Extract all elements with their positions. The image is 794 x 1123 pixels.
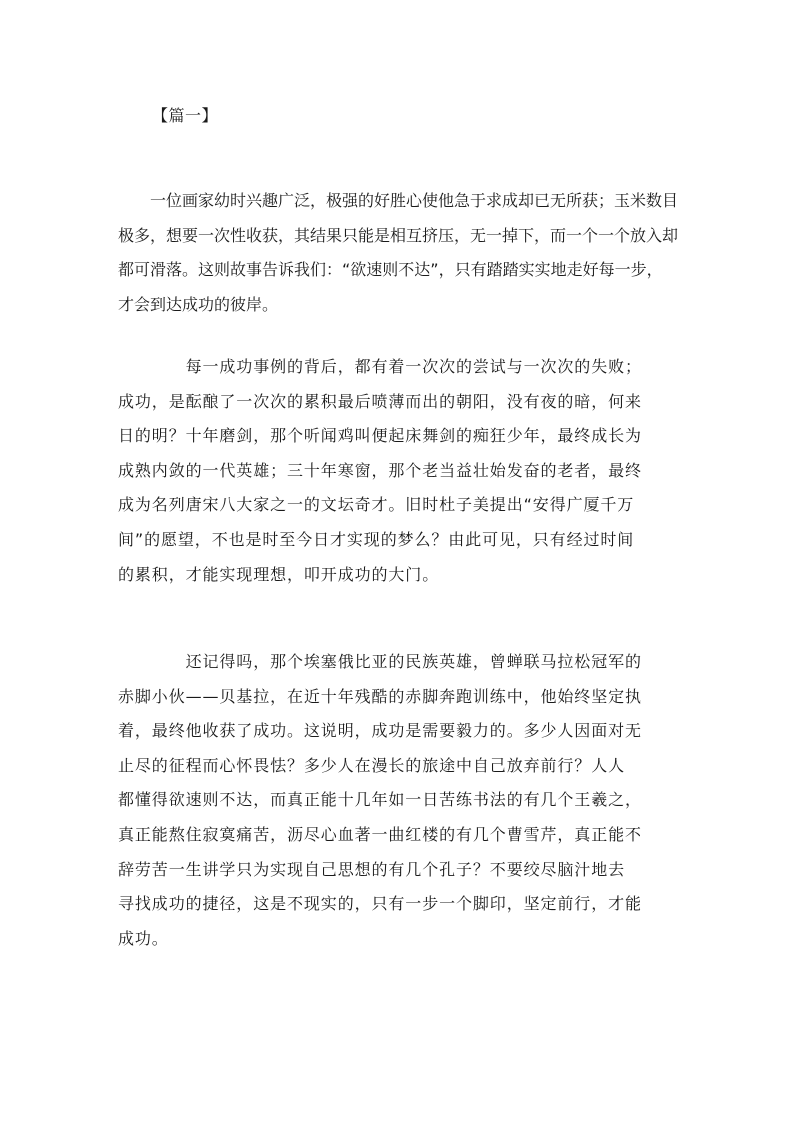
paragraph-2	[118, 350, 678, 592]
paragraph-line: 才会到达成功的彼岸。	[118, 294, 279, 314]
paragraph-line: 一位画家幼时兴趣广泛，极强的好胜心使他急于求成却已无所获；玉米数目	[118, 191, 679, 210]
section-title: 【篇一】	[152, 106, 219, 125]
paragraph-line: 每一成功事例的背后，都有着一次次的尝试与一次次的失败；	[118, 357, 642, 376]
paragraph-line: 止尽的征程而心怀畏怯？多少人在漫长的旅途中自己放弃前行？人人	[118, 755, 626, 775]
paragraph-line: 赤脚小伙——贝基拉，在近十年残酷的赤脚奔跑训练中，他始终坚定执	[118, 686, 642, 706]
paragraph-line: 间”的愿望，不也是时至今日才实现的梦么？由此可见，只有经过时间	[118, 529, 635, 549]
paragraph-line: 寻找成功的捷径，这是不现实的，只有一步一个脚印，坚定前行，才能	[118, 894, 642, 914]
paragraph-line: 的累积，才能实现理想，叩开成功的大门。	[118, 564, 440, 584]
paragraph-line: 成为名列唐宋八大家之一的文坛奇才。旧时杜子美提出“安得广厦千万	[118, 495, 635, 515]
paragraph-3	[118, 645, 678, 956]
paragraph-line: 还记得吗，那个埃塞俄比亚的民族英雄，曾蝉联马拉松冠军的	[118, 652, 642, 671]
paragraph-line: 都可滑落。这则故事告诉我们：“欲速则不达”，只有踏踏实实地走好每一步，	[118, 260, 663, 280]
paragraph-line: 极多，想要一次性收获，其结果只能是相互挤压，无一掉下，而一个一个放入却	[118, 225, 679, 245]
paragraph-line: 成功，是酝酿了一次次的累积最后喷薄而出的朝阳，没有夜的暗，何来	[118, 391, 642, 411]
paragraph-line: 日的明？十年磨剑，那个听闻鸡叫便起床舞剑的痴狂少年，最终成长为	[118, 426, 642, 446]
paragraph-line: 都懂得欲速则不达，而真正能十几年如一日苦练书法的有几个王羲之，	[118, 790, 642, 810]
paragraph-1	[118, 184, 678, 322]
paragraph-line: 着，最终他收获了成功。这说明，成功是需要毅力的。多少人因面对无	[118, 721, 642, 741]
paragraph-line: 真正能熬住寂寞痛苦，沥尽心血著一曲红楼的有几个曹雪芹，真正能不	[118, 824, 642, 844]
paragraph-line: 辞劳苦一生讲学只为实现自己思想的有几个孔子？不要绞尽脑汁地去	[118, 859, 626, 879]
paragraph-line: 成功。	[118, 928, 169, 948]
paragraph-line: 成熟内敛的一代英雄；三十年寒窗，那个老当益壮始发奋的老者，最终	[118, 460, 642, 480]
